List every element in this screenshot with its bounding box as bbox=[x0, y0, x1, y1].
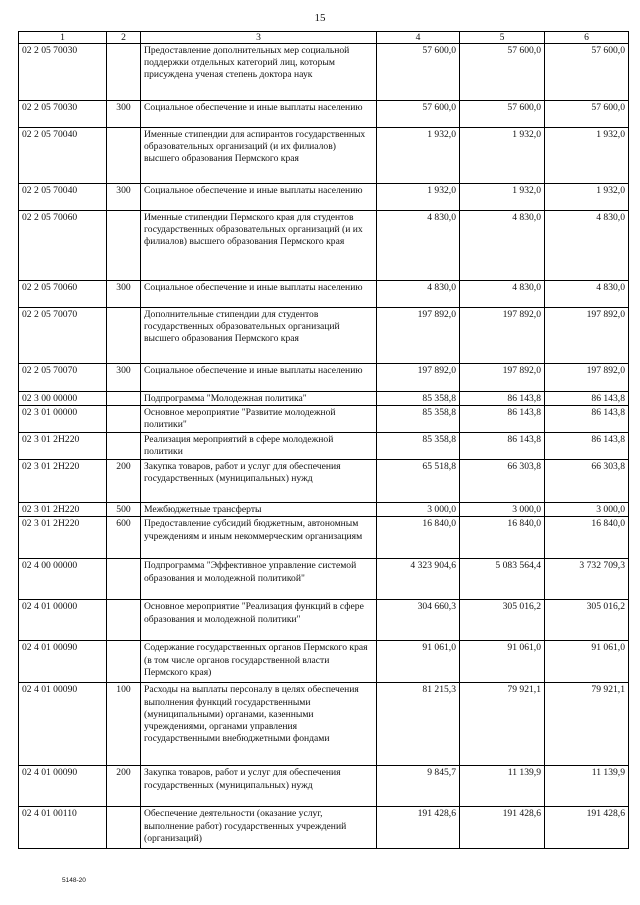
row-code: 02 3 00 00000 bbox=[19, 392, 107, 406]
row-code: 02 4 00 00000 bbox=[19, 559, 107, 600]
row-type bbox=[107, 406, 141, 433]
row-name: Основное мероприятие "Реализация функций в сфере образования и молодежной политики" bbox=[141, 600, 377, 641]
footer-code: 5148-20 bbox=[62, 877, 86, 884]
table-row bbox=[19, 503, 629, 517]
row-name: Межбюджетные трансферты bbox=[141, 503, 377, 517]
row-code: 02 3 01 2Н220 bbox=[19, 433, 107, 460]
row-name: Социальное обеспечение и иные выплаты населению bbox=[141, 101, 377, 128]
row-value-1: 3 000,0 bbox=[377, 503, 460, 517]
row-code: 02 4 01 00110 bbox=[19, 807, 107, 849]
row-value-1: 57 600,0 bbox=[377, 44, 460, 101]
row-value-1: 197 892,0 bbox=[377, 364, 460, 392]
row-value-2: 11 139,9 bbox=[460, 766, 545, 807]
row-value-2: 197 892,0 bbox=[460, 308, 545, 364]
row-code: 02 3 01 2Н220 bbox=[19, 460, 107, 503]
table-row bbox=[19, 460, 629, 503]
row-value-1: 1 932,0 bbox=[377, 128, 460, 184]
row-value-2: 86 143,8 bbox=[460, 433, 545, 460]
row-code: 02 2 05 70060 bbox=[19, 281, 107, 308]
row-name: Социальное обеспечение и иные выплаты населению bbox=[141, 364, 377, 392]
row-code: 02 2 05 70060 bbox=[19, 211, 107, 281]
row-value-1: 4 830,0 bbox=[377, 281, 460, 308]
row-type: 300 bbox=[107, 364, 141, 392]
row-value-3: 191 428,6 bbox=[545, 807, 629, 849]
column-header-2: 2 bbox=[107, 32, 141, 44]
row-value-3: 1 932,0 bbox=[545, 184, 629, 211]
row-type bbox=[107, 308, 141, 364]
row-value-2: 86 143,8 bbox=[460, 406, 545, 433]
row-value-3: 3 732 709,3 bbox=[545, 559, 629, 600]
row-code: 02 3 01 2Н220 bbox=[19, 517, 107, 559]
row-value-2: 1 932,0 bbox=[460, 184, 545, 211]
row-value-3: 3 000,0 bbox=[545, 503, 629, 517]
row-value-2: 57 600,0 bbox=[460, 44, 545, 101]
row-code: 02 4 01 00000 bbox=[19, 600, 107, 641]
row-value-2: 305 016,2 bbox=[460, 600, 545, 641]
row-value-1: 191 428,6 bbox=[377, 807, 460, 849]
row-name: Именные стипендии для аспирантов государственных образовательных организаций (и их филиалов) высшего образования Пермского края bbox=[141, 128, 377, 184]
row-name: Подпрограмма "Молодежная политика" bbox=[141, 392, 377, 406]
row-name: Закупка товаров, работ и услуг для обеспечения государственных (муниципальных) нужд bbox=[141, 766, 377, 807]
row-value-2: 79 921,1 bbox=[460, 683, 545, 766]
budget-table bbox=[18, 31, 629, 849]
row-value-1: 57 600,0 bbox=[377, 101, 460, 128]
table-row bbox=[19, 364, 629, 392]
row-type bbox=[107, 559, 141, 600]
row-value-1: 4 830,0 bbox=[377, 211, 460, 281]
table-row bbox=[19, 406, 629, 433]
page-number: 15 bbox=[314, 12, 326, 24]
row-type: 200 bbox=[107, 766, 141, 807]
row-value-3: 16 840,0 bbox=[545, 517, 629, 559]
row-value-1: 197 892,0 bbox=[377, 308, 460, 364]
table-row bbox=[19, 807, 629, 849]
row-name: Основное мероприятие "Развитие молодежной политики" bbox=[141, 406, 377, 433]
row-type: 600 bbox=[107, 517, 141, 559]
row-value-1: 85 358,8 bbox=[377, 433, 460, 460]
table-row bbox=[19, 308, 629, 364]
row-value-2: 191 428,6 bbox=[460, 807, 545, 849]
row-value-3: 197 892,0 bbox=[545, 364, 629, 392]
table-row bbox=[19, 433, 629, 460]
row-name: Содержание государственных органов Пермского края (в том числе органов государственной власти Пермского края) bbox=[141, 641, 377, 683]
row-type: 100 bbox=[107, 683, 141, 766]
row-name: Дополнительные стипендии для студентов государственных образовательных организаций высшего образования Пермского края bbox=[141, 308, 377, 364]
row-value-3: 57 600,0 bbox=[545, 101, 629, 128]
row-value-1: 9 845,7 bbox=[377, 766, 460, 807]
row-name: Подпрограмма "Эффективное управление системой образования и молодежной политикой" bbox=[141, 559, 377, 600]
row-value-3: 91 061,0 bbox=[545, 641, 629, 683]
table-row bbox=[19, 559, 629, 600]
row-type bbox=[107, 433, 141, 460]
row-name: Социальное обеспечение и иные выплаты населению bbox=[141, 184, 377, 211]
row-type bbox=[107, 807, 141, 849]
row-name: Именные стипендии Пермского края для студентов государственных образовательных организаций (и их филиалов) высшего образования Пермского края bbox=[141, 211, 377, 281]
column-header-1: 1 bbox=[19, 32, 107, 44]
row-value-3: 66 303,8 bbox=[545, 460, 629, 503]
column-header-5: 5 bbox=[460, 32, 545, 44]
row-value-3: 86 143,8 bbox=[545, 406, 629, 433]
row-code: 02 4 01 00090 bbox=[19, 641, 107, 683]
row-code: 02 4 01 00090 bbox=[19, 766, 107, 807]
row-value-1: 85 358,8 bbox=[377, 392, 460, 406]
row-value-3: 4 830,0 bbox=[545, 211, 629, 281]
table-row bbox=[19, 128, 629, 184]
row-value-1: 1 932,0 bbox=[377, 184, 460, 211]
row-value-1: 304 660,3 bbox=[377, 600, 460, 641]
table-row bbox=[19, 392, 629, 406]
row-code: 02 2 05 70070 bbox=[19, 308, 107, 364]
row-value-2: 3 000,0 bbox=[460, 503, 545, 517]
row-code: 02 3 01 2Н220 bbox=[19, 503, 107, 517]
row-name: Предоставление дополнительных мер социальной поддержки отдельных категорий лиц, которым присуждена ученая степень доктора наук bbox=[141, 44, 377, 101]
row-name: Обеспечение деятельности (оказание услуг, выполнение работ) государственных учреждений (организаций) bbox=[141, 807, 377, 849]
table-row bbox=[19, 517, 629, 559]
row-value-2: 5 083 564,4 bbox=[460, 559, 545, 600]
row-value-3: 86 143,8 bbox=[545, 433, 629, 460]
row-value-2: 4 830,0 bbox=[460, 281, 545, 308]
row-value-3: 86 143,8 bbox=[545, 392, 629, 406]
row-value-2: 4 830,0 bbox=[460, 211, 545, 281]
table-row bbox=[19, 281, 629, 308]
row-code: 02 4 01 00090 bbox=[19, 683, 107, 766]
table-row bbox=[19, 683, 629, 766]
row-type bbox=[107, 600, 141, 641]
table-row bbox=[19, 766, 629, 807]
row-code: 02 2 05 70040 bbox=[19, 184, 107, 211]
row-type bbox=[107, 44, 141, 101]
row-type bbox=[107, 128, 141, 184]
row-value-1: 16 840,0 bbox=[377, 517, 460, 559]
column-header-4: 4 bbox=[377, 32, 460, 44]
row-value-2: 197 892,0 bbox=[460, 364, 545, 392]
row-type: 300 bbox=[107, 101, 141, 128]
row-code: 02 2 05 70070 bbox=[19, 364, 107, 392]
row-code: 02 2 05 70030 bbox=[19, 44, 107, 101]
row-value-3: 197 892,0 bbox=[545, 308, 629, 364]
table-row bbox=[19, 101, 629, 128]
row-value-3: 11 139,9 bbox=[545, 766, 629, 807]
row-type bbox=[107, 392, 141, 406]
row-code: 02 3 01 00000 bbox=[19, 406, 107, 433]
row-value-3: 305 016,2 bbox=[545, 600, 629, 641]
row-value-1: 91 061,0 bbox=[377, 641, 460, 683]
row-value-2: 1 932,0 bbox=[460, 128, 545, 184]
table-row bbox=[19, 211, 629, 281]
row-code: 02 2 05 70040 bbox=[19, 128, 107, 184]
row-value-3: 4 830,0 bbox=[545, 281, 629, 308]
column-header-3: 3 bbox=[141, 32, 377, 44]
row-value-1: 81 215,3 bbox=[377, 683, 460, 766]
table-row bbox=[19, 641, 629, 683]
row-value-2: 86 143,8 bbox=[460, 392, 545, 406]
row-value-1: 85 358,8 bbox=[377, 406, 460, 433]
row-value-2: 16 840,0 bbox=[460, 517, 545, 559]
row-type bbox=[107, 211, 141, 281]
row-type: 200 bbox=[107, 460, 141, 503]
row-name: Расходы на выплаты персоналу в целях обеспечения выполнения функций государственными (муниципальными) органами, казенными учреждениями, органами управления государственными внебюджетными фондами bbox=[141, 683, 377, 766]
row-type bbox=[107, 641, 141, 683]
row-type: 300 bbox=[107, 184, 141, 211]
row-value-2: 57 600,0 bbox=[460, 101, 545, 128]
row-value-3: 79 921,1 bbox=[545, 683, 629, 766]
row-value-1: 4 323 904,6 bbox=[377, 559, 460, 600]
row-code: 02 2 05 70030 bbox=[19, 101, 107, 128]
row-value-2: 91 061,0 bbox=[460, 641, 545, 683]
row-value-3: 57 600,0 bbox=[545, 44, 629, 101]
row-type: 500 bbox=[107, 503, 141, 517]
header-row bbox=[19, 32, 629, 44]
table-row bbox=[19, 184, 629, 211]
row-type: 300 bbox=[107, 281, 141, 308]
row-value-2: 66 303,8 bbox=[460, 460, 545, 503]
column-header-6: 6 bbox=[545, 32, 629, 44]
row-name: Социальное обеспечение и иные выплаты населению bbox=[141, 281, 377, 308]
row-value-1: 65 518,8 bbox=[377, 460, 460, 503]
row-name: Предоставление субсидий бюджетным, автономным учреждениям и иным некоммерческим организациям bbox=[141, 517, 377, 559]
row-value-3: 1 932,0 bbox=[545, 128, 629, 184]
row-name: Закупка товаров, работ и услуг для обеспечения государственных (муниципальных) нужд bbox=[141, 460, 377, 503]
row-name: Реализация мероприятий в сфере молодежной политики bbox=[141, 433, 377, 460]
table-row bbox=[19, 44, 629, 101]
table-row bbox=[19, 600, 629, 641]
